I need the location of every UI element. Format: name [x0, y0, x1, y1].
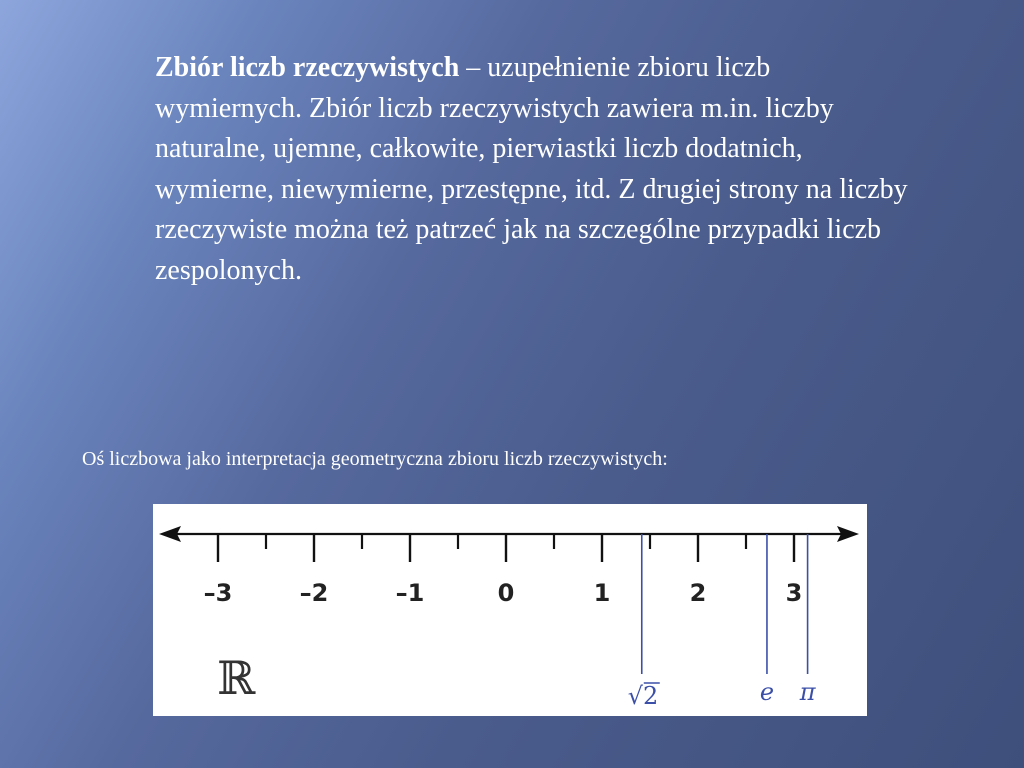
number-line-figure [153, 504, 867, 716]
special-point-label: e [759, 678, 775, 706]
tick-label: 3 [785, 579, 803, 607]
axis-caption: Oś liczbowa jako interpretacja geometryczna zbioru liczb rzeczywistych: [82, 448, 668, 470]
number-line-svg [153, 504, 867, 716]
tick-label: –1 [395, 579, 425, 607]
special-point-label: π [799, 678, 816, 706]
tick-label: 2 [689, 579, 707, 607]
sqrt2-label: √2 [627, 682, 659, 710]
real-numbers-symbol: ℝ [217, 651, 256, 705]
tick-label: –2 [299, 579, 329, 607]
tick-label: –3 [203, 579, 233, 607]
tick-label: 0 [497, 579, 515, 607]
main-paragraph [155, 48, 915, 291]
definition-text: – uzupełnienie zbioru liczb wymiernych. Zbiór liczb rzeczywistych zawiera m.in. liczby naturalne, ujemne, całkowite, pierwiastki liczb dodatnich, wymierne, niewymierne, przestępne, itd. Z drugiej strony na liczby rzeczywiste można też patrzeć jak na szczególne przypadki liczb zespolonych. [155, 52, 908, 286]
tick-label: 1 [593, 579, 611, 607]
term-bold: Zbiór liczb rzeczywistych [155, 52, 460, 83]
